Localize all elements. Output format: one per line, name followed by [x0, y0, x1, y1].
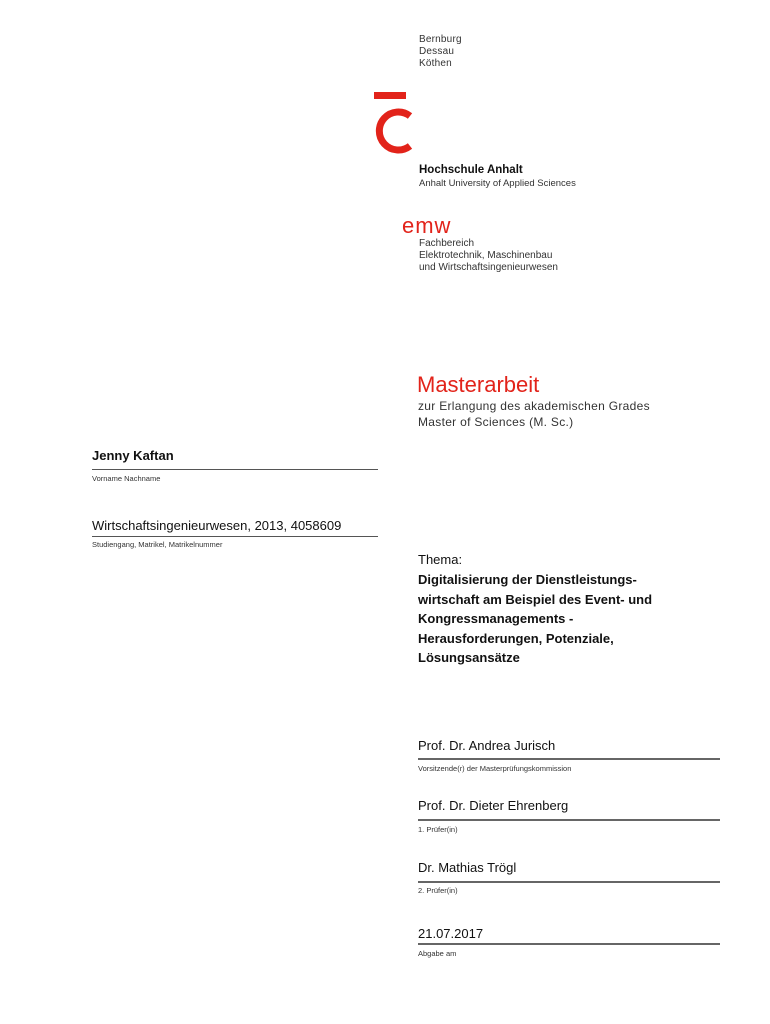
- thesis-title: [418, 570, 652, 668]
- department-line: und Wirtschaftsingenieurwesen: [419, 262, 558, 273]
- committee-chair-name: Prof. Dr. Andrea Jurisch: [418, 738, 556, 753]
- submission-caption: Abgabe am: [418, 949, 457, 958]
- university-subtitle: Anhalt University of Applied Sciences: [419, 178, 576, 189]
- logo-bar: [374, 92, 406, 99]
- program-underline: [92, 536, 378, 537]
- hochschule-anhalt-logo-icon: [366, 86, 414, 160]
- first-examiner-name: Prof. Dr. Dieter Ehrenberg: [418, 798, 569, 813]
- thesis-title-line: Kongressmanagements -: [418, 611, 574, 626]
- department-block: [419, 238, 558, 274]
- thesis-title-line: Lösungsansätze: [418, 650, 520, 665]
- city-list: [419, 34, 462, 70]
- first-examiner-role: 1. Prüfer(in): [418, 825, 458, 834]
- thesis-title-line: Herausforderungen, Potenziale,: [418, 630, 614, 646]
- submission-date: 21.07.2017: [418, 926, 484, 941]
- document-subtitle: [418, 398, 650, 430]
- second-examiner-underline: [418, 881, 720, 883]
- submission-underline: [418, 943, 720, 945]
- author-name: Jenny Kaftan: [92, 448, 174, 463]
- document-type-title: Masterarbeit: [417, 372, 540, 397]
- logo-arc: [379, 112, 410, 150]
- subtitle-line: zur Erlangung des akademischen Grades: [418, 399, 650, 413]
- city-koethen: Köthen: [419, 58, 452, 69]
- thesis-title-line: Digitalisierung der Dienstleistungs-: [418, 572, 637, 587]
- program-caption: Studiengang, Matrikel, Matrikelnummer: [92, 540, 223, 549]
- emw-logo: emw: [402, 213, 452, 238]
- thesis-title-line: wirtschaft am Beispiel des Event- und: [418, 591, 653, 607]
- author-caption: Vorname Nachname: [92, 474, 161, 483]
- thema-label: Thema:: [418, 552, 463, 567]
- author-underline: [92, 469, 378, 470]
- city-dessau: Dessau: [419, 46, 455, 57]
- committee-chair-role: Vorsitzende(r) der Masterprüfungskommission: [418, 764, 572, 773]
- department-line: Fachbereich: [419, 238, 475, 249]
- department-line: Elektrotechnik, Maschinenbau: [419, 250, 553, 261]
- committee-chair-underline: [418, 758, 720, 760]
- program-info: Wirtschaftsingenieurwesen, 2013, 4058609: [92, 518, 342, 533]
- university-name: Hochschule Anhalt: [419, 164, 523, 176]
- subtitle-line: Master of Sciences (M. Sc.): [418, 415, 574, 429]
- second-examiner-name: Dr. Mathias Trögl: [418, 860, 517, 875]
- second-examiner-role: 2. Prüfer(in): [418, 886, 458, 895]
- city-bernburg: Bernburg: [419, 34, 462, 45]
- first-examiner-underline: [418, 819, 720, 821]
